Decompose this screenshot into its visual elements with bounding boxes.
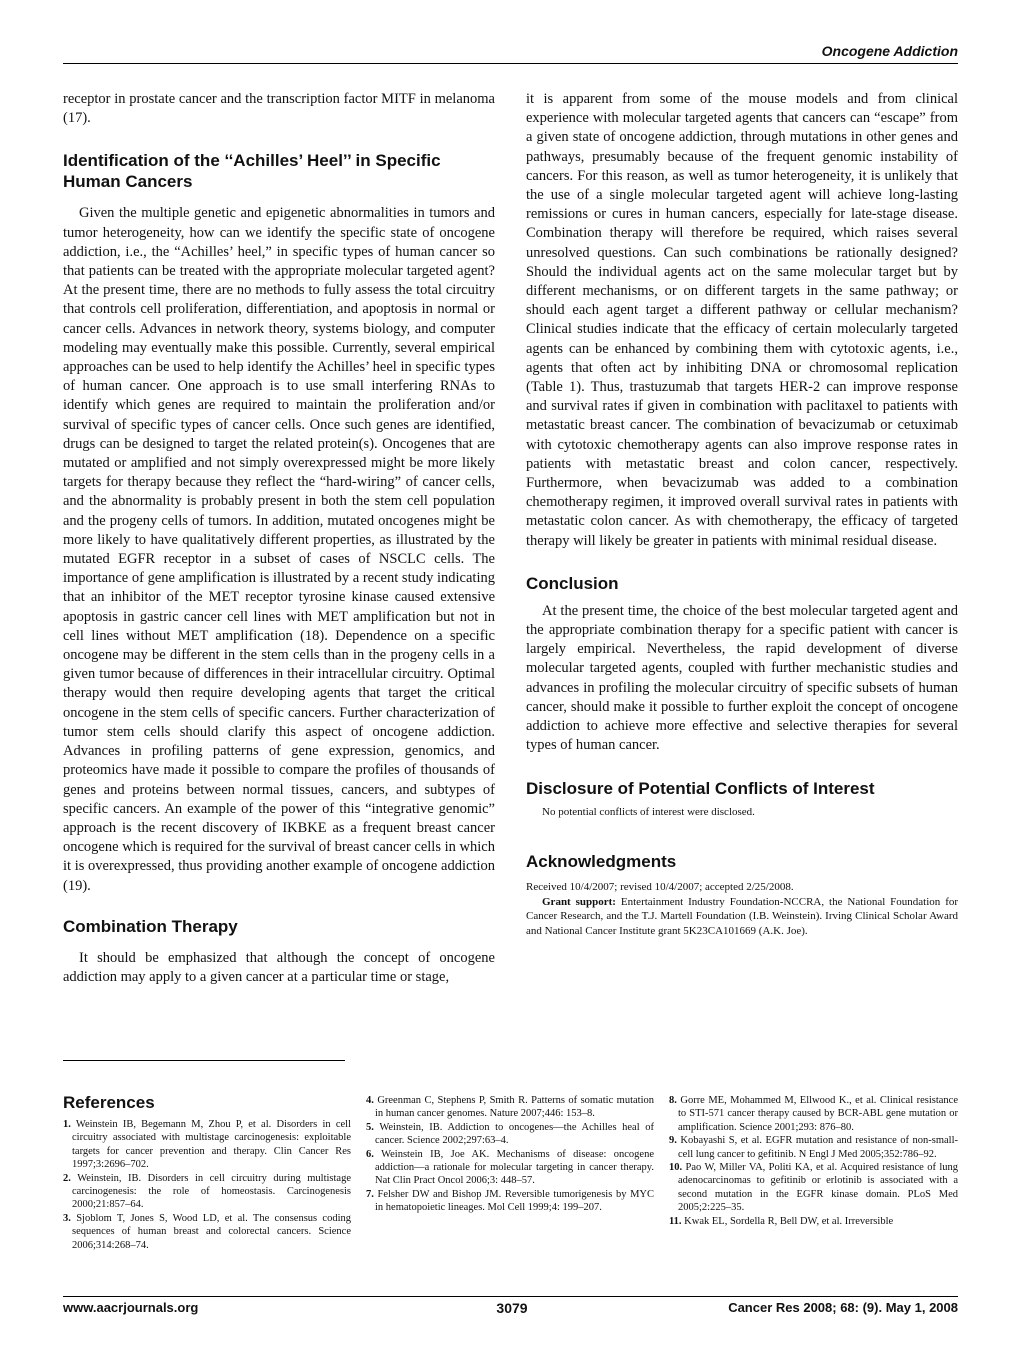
paragraph-achilles: Given the multiple genetic and epigenetic abnormalities in tumors and tumor heterogeneity, how can we identify the specific state of oncogene addiction, i.e., the “Achilles’ heel,” in specific types of human cancer so that patients can be treated with the appropriate molecular targeted agent? At the present time, there are no methods to fully assess the total circuitry that controls cell proliferation, differentiation, and apoptosis in normal or cancer cells. Advances in network theory, systems biology, and computer modeling may eventually make this possible. Currently, several empirical approaches can be used to help identify the Achilles’ heel in specific types of human cancer. One approach is to use small interfering RNAs to identify which genes are required to maintain the proliferation and/or survival of specific types of cancer cells. Once such genes are identified, drugs can be designed to target the related protein(s). Oncogenes that are mutated or amplified and not simply overexpressed might be more likely targets for therapy because they reflect the “hard-wiring” of cancer cells, and the abnormality is probably present in both the stem cell population and the progeny cells of tumors. In addition, mutated oncogenes might be more likely to have qualitatively different properties, as illustrated by the mutated EGFR receptor in a subset of cases of NSCLC cells. The importance of gene amplification is illustrated by a recent study indicating that an inhibitor of the MET receptor tyrosine kinase caused extensive apoptosis in gastric cancer cell lines with MET amplification but not in cell lines without MET amplification (18). Dependence on a specific oncogene may be different in the stem cells than in the progeny cells in a given tumor because of differences in their intracellular circuitry. Optimal therapy would then require developing agents that target the critical oncogene in the stem cells of specific cancers. Further characterization of tumor stem cells should clarify this aspect of oncogene addiction. Advances in profiling patterns of gene expression, genomics, and proteomics have made it possible to compare the profiles of thousands of genes and proteins between normal tissues, cancers, and subtypes of specific cancers. An example of the power of this “integrative genomic” approach is the recent discovery of IKBKE as a frequent breast cancer oncogene which is required for the survival of breast cancer cells in which it is overexpressed, thus providing another example of oncogene addiction (19).	[63, 205, 495, 894]
footer-rule	[63, 1296, 958, 1297]
section-heading-acknowledgments: Acknowledgments	[526, 852, 677, 871]
section-heading-achilles: Identification of the ‘‘Achilles’ Heel’’ in Specific Human Cancers	[63, 151, 441, 192]
paragraph-continued: receptor in prostate cancer and the transcription factor MITF in melanoma (17).	[63, 91, 495, 127]
reference-item: 10. Pao W, Miller VA, Politi KA, et al. Acquired resistance of lung adenocarcinomas to gefitinib or erlotinib is associated with a second mutation in the EGFR kinase domain. PLoS Med 2005;2:225–35.	[669, 1162, 958, 1214]
paragraph-combination-continued: it is apparent from some of the mouse models and from clinical experience with molecular targeted agents that cancers can “escape” from a given state of oncogene addiction, through mutations in other genes and pathways, presumably because of the frequent genomic instability of cancers. For this reason, as well as tumor heterogeneity, it is unlikely that the use of a single molecular targeted agent will achieve long-lasting remissions or cures in human cancers, especially for late-stage disease. Combination therapy will therefore be required, which raises several unresolved questions. Can such combinations be rationally designed? Should the individual agents act on the same molecular target but by different mechanisms, or on different targets in the same pathway; or should each agent target a different pathway or cellular mechanism? Clinical studies indicate that the efficacy of certain molecularly targeted agents can be enhanced by combining them with cytotoxic agents, i.e., agents that often act by inhibiting DNA or chromosomal replication (Table 1). Thus, trastuzumab that targets HER-2 can improve response and survival rates if given in combination with paclitaxel to patients with metastatic breast cancer. The combination of bevacizumab or cetuximab with cytotoxic chemotherapy agents can also improve response rates in patients with metastatic breast and colon cancer, respectively. Furthermore, when bevacizumab was added to a combination chemotherapy regimen, it improved overall survival rates in patients with metastatic colon cancer. As with chemotherapy, the efficacy of targeted therapy will likely be greater in patients with minimal residual disease.	[526, 91, 958, 549]
paragraph-conclusion: At the present time, the choice of the best molecular targeted agent and the appropriate combination therapy for a specific patient with cancer is largely empirical. Nevertheless, the rapid development of diverse molecular targeted agents, coupled with further mechanistic studies and advances in profiling the molecular circuitry of specific subsets of human cancer, should make it possible to further exploit the concept of oncogene addiction to achieve more effective and selective therapies for several types of human cancer.	[526, 602, 958, 754]
reference-item: 11. Kwak EL, Sordella R, Bell DW, et al. Irreversible	[669, 1215, 894, 1227]
running-title: Oncogene Addiction	[821, 43, 958, 59]
reference-item: 6. Weinstein IB, Joe AK. Mechanisms of disease: oncogene addiction—a rationale for molecular targeting in cancer therapy. Nat Clin Pract Oncol 2006;3: 448–57.	[366, 1148, 654, 1187]
reference-item: 9. Kobayashi S, et al. EGFR mutation and resistance of non-small-cell lung cancer to gefitinib. N Engl J Med 2005;352:786–92.	[669, 1135, 958, 1160]
footer-citation: Cancer Res 2008; 68: (9). May 1, 2008	[728, 1300, 958, 1315]
reference-item: 8. Gorre ME, Mohammed M, Ellwood K., et al. Clinical resistance to STI-571 cancer therapy caused by BCR-ABL gene mutation or amplification. Science 2001;293: 876–80.	[669, 1095, 959, 1133]
references-column-3	[669, 1094, 958, 1228]
reference-item: 1. Weinstein IB, Begemann M, Zhou P, et al. Disorders in cell circuitry associated with multistage carcinogenesis: exploitable targets for cancer prevention and therapy. Clin Cancer Res 1997;3:2696–702.	[63, 1119, 351, 1171]
references-column-1	[63, 1118, 351, 1252]
references-column-2	[366, 1094, 654, 1215]
reference-item: 4. Greenman C, Stephens P, Smith R. Patterns of somatic mutation in human cancer genomes. Nature 2007;446: 153–8.	[366, 1095, 655, 1120]
grant-support-label: Grant support:	[542, 895, 616, 908]
footer-website[interactable]: www.aacrjournals.org	[63, 1300, 199, 1315]
right-column	[526, 90, 958, 938]
section-heading-combination: Combination Therapy	[63, 916, 238, 936]
header-rule	[63, 63, 958, 64]
received-dates: Received 10/4/2007; revised 10/4/2007; accepted 2/25/2008.	[526, 881, 794, 893]
reference-item: 5. Weinstein, IB. Addiction to oncogenes—the Achilles heal of cancer. Science 2002;297:63–4.	[366, 1121, 654, 1147]
grant-support	[526, 895, 958, 939]
reference-item: 7. Felsher DW and Bishop JM. Reversible tumorigenesis by MYC in hematopoietic lineages. Mol Cell 1999;4: 199–207.	[366, 1188, 654, 1214]
section-heading-conclusion: Conclusion	[526, 573, 619, 593]
references-rule	[63, 1060, 345, 1061]
left-column	[63, 90, 495, 987]
page-number: 3079	[496, 1300, 528, 1316]
reference-item: 3. Sjoblom T, Jones S, Wood LD, et al. The consensus coding sequences of human breast and colorectal cancers. Science 2006;314:268–74.	[63, 1212, 351, 1251]
paragraph-combination: It should be emphasized that although the concept of oncogene addiction may apply to a given cancer at a particular time or stage,	[63, 949, 495, 985]
section-heading-disclosure: Disclosure of Potential Conflicts of Interest	[526, 778, 875, 798]
references-title: References	[63, 1093, 155, 1112]
reference-item: 2. Weinstein, IB. Disorders in cell circuitry during multistage carcinogenesis: the role of homeostasis. Carcinogenesis 2000;21:857–64.	[63, 1172, 351, 1211]
paragraph-disclosure: No potential conflicts of interest were disclosed.	[542, 805, 755, 818]
grant-support-text: Entertainment Industry Foundation-NCCRA, the National Foundation for Cancer Research, and the T.J. Martell Foundation (I.B. Weinstein). Irving Clinical Scholar Award and National Cancer Institute grant 5K23CA101669 (A.K. Joe).	[526, 895, 959, 937]
